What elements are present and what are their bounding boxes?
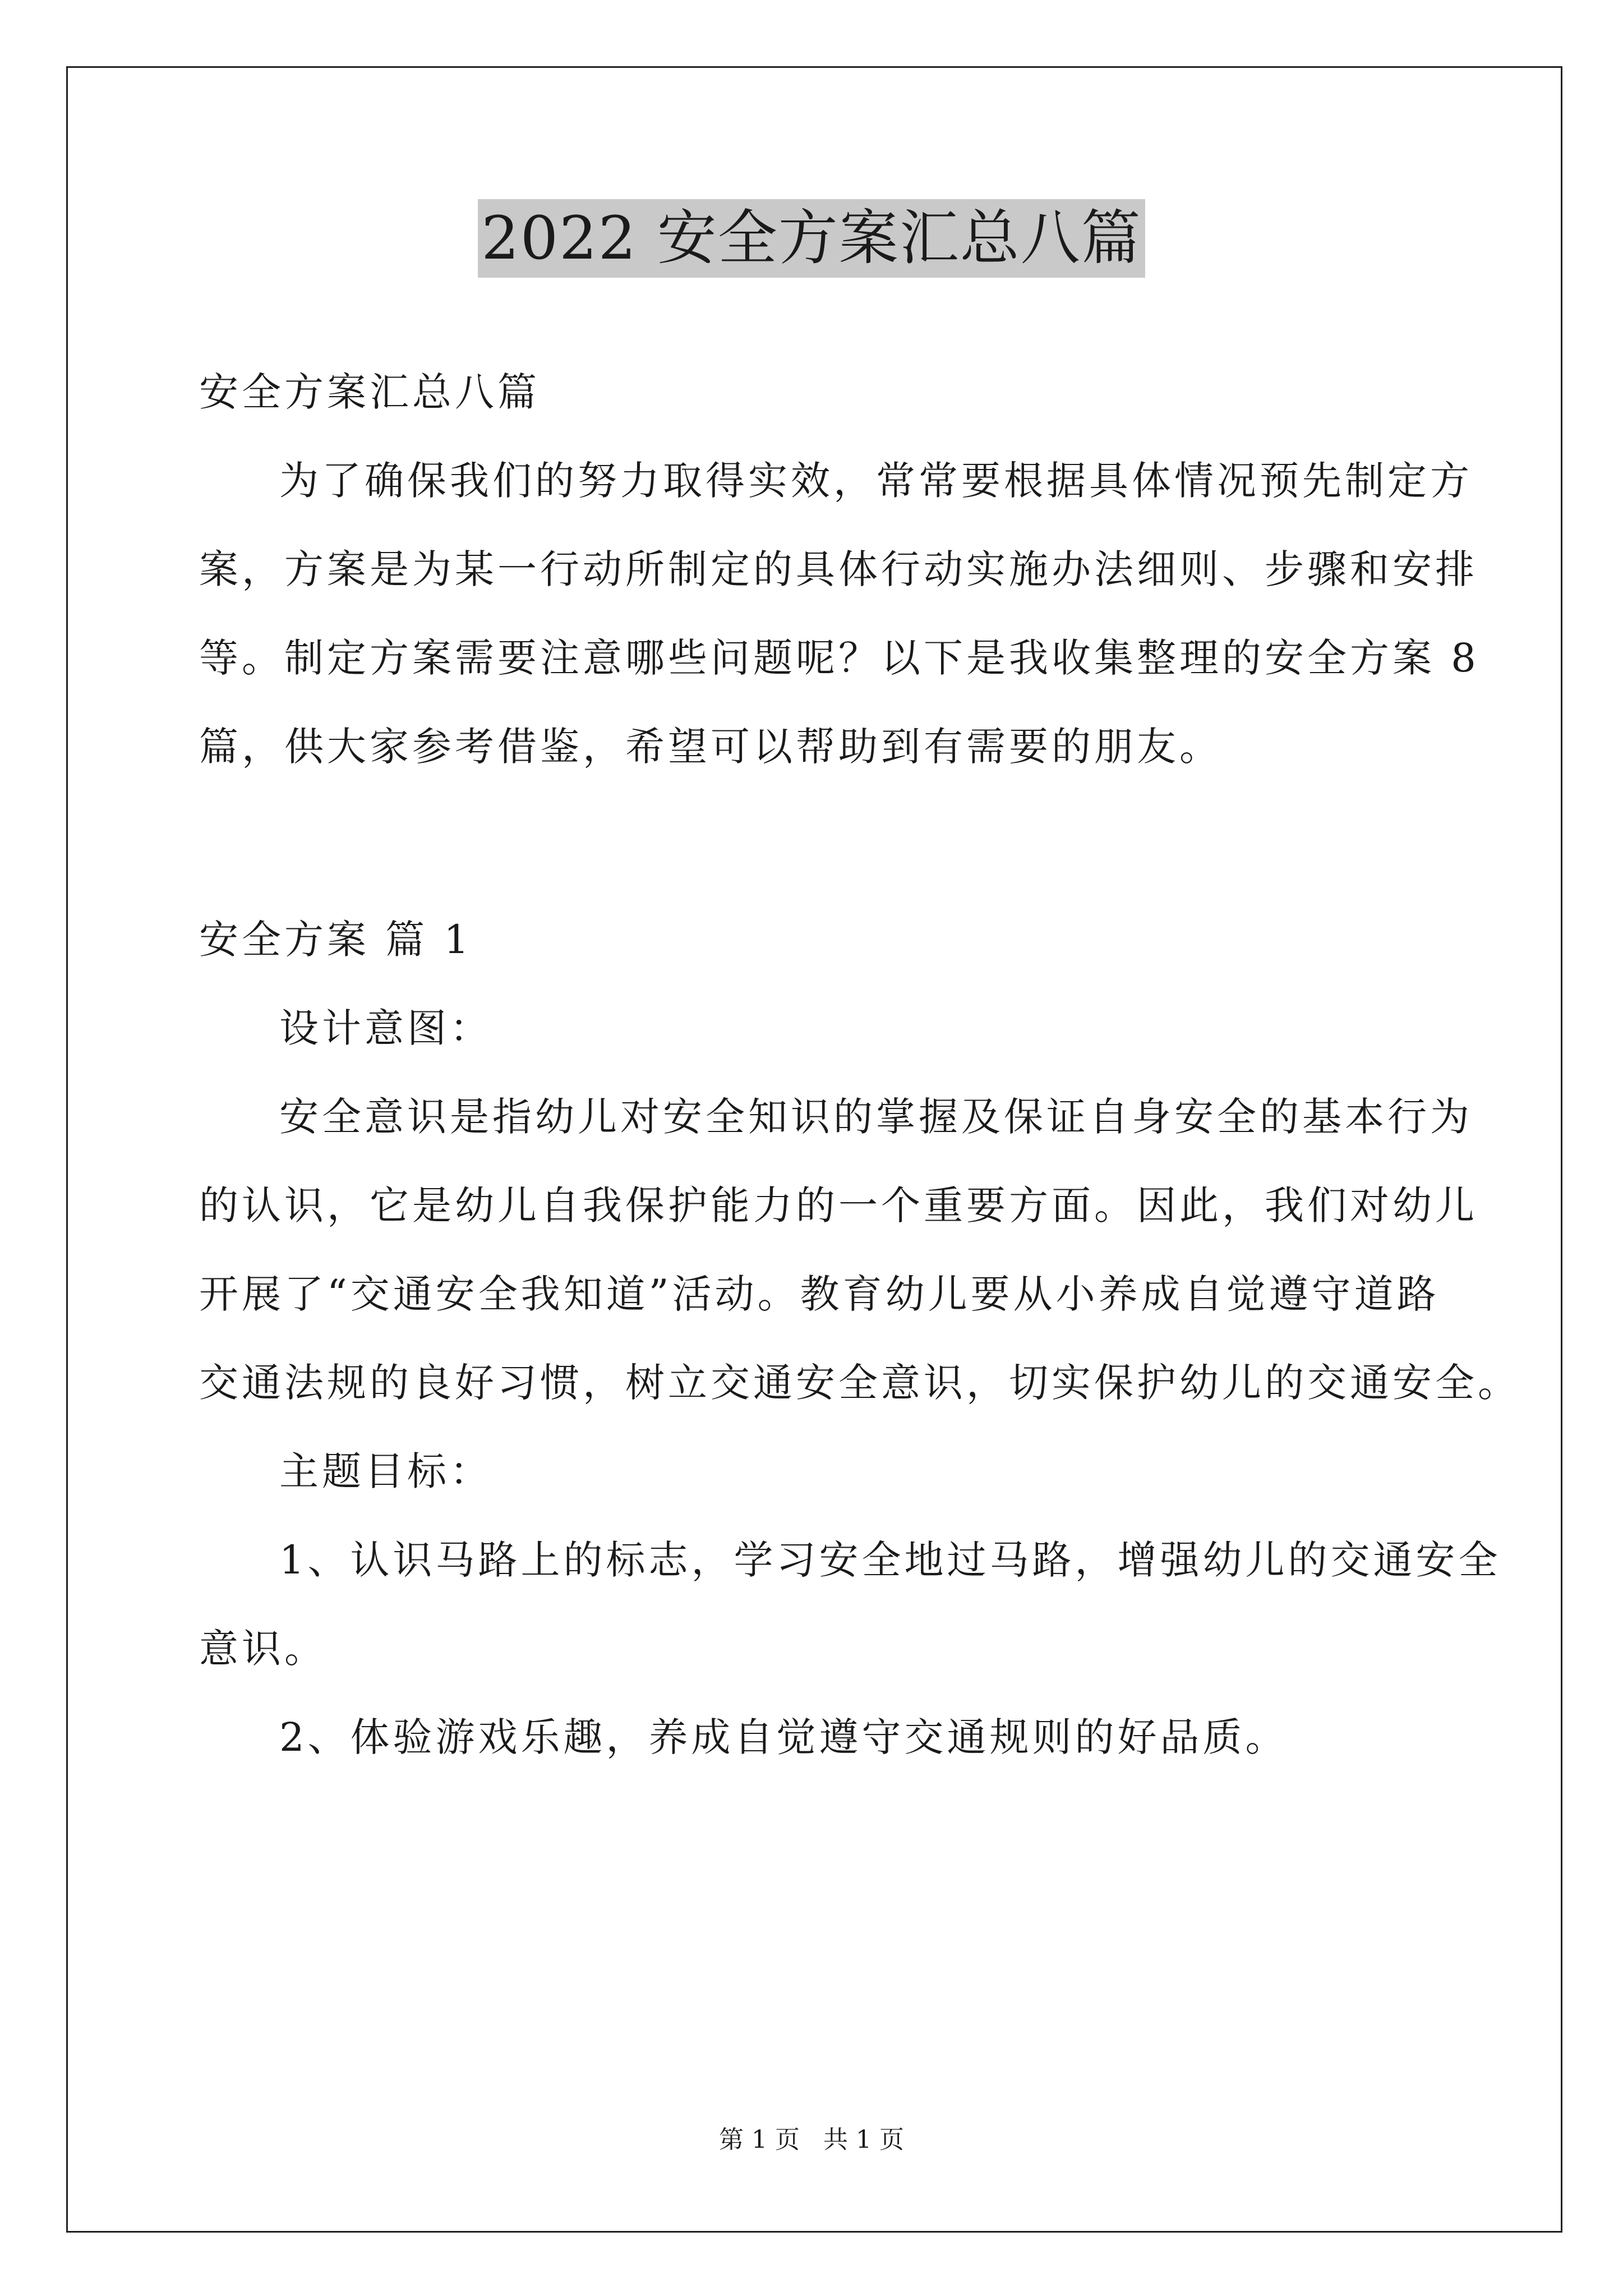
design-intent-line-2: 的认识，它是幼儿自我保护能力的一个重要方面。因此，我们对幼儿	[199, 1182, 1478, 1228]
design-intent-line-4: 交通法规的良好习惯，树立交通安全意识，切实保护幼儿的交通安全。	[199, 1360, 1520, 1406]
intro-line-4: 篇，供大家参考借鉴，希望可以帮助到有需要的朋友。	[199, 724, 1222, 770]
intro-line-3: 等。制定方案需要注意哪些问题呢？以下是我收集整理的安全方案 8	[199, 635, 1479, 681]
subtitle: 安全方案汇总八篇	[199, 369, 540, 415]
page-footer	[0, 2123, 1623, 2157]
page-total: 共 1 页	[823, 2125, 904, 2154]
goals-label: 主题目标：	[279, 1448, 492, 1494]
section-heading: 安全方案 篇 1	[199, 917, 473, 963]
intro-line-2: 案，方案是为某一行动所制定的具体行动实施办法细则、步骤和安排	[199, 546, 1478, 592]
title-container	[0, 199, 1623, 278]
page-number: 第 1 页	[719, 2125, 800, 2154]
design-intent-line-3: 开展了“交通安全我知道”活动。教育幼儿要从小养成自觉遵守道路	[199, 1271, 1440, 1317]
document-body	[199, 348, 1520, 1782]
document-title: 2022 安全方案汇总八篇	[478, 199, 1145, 278]
goal-2: 2、体验游戏乐趣，养成自觉遵守交通规则的好品质。	[279, 1714, 1288, 1760]
design-intent-line-1: 安全意识是指幼儿对安全知识的掌握及保证自身安全的基本行为	[279, 1094, 1473, 1140]
intro-line-1: 为了确保我们的努力取得实效，常常要根据具体情况预先制定方	[279, 458, 1473, 504]
goal-1-line-1: 1、认识马路上的标志，学习安全地过马路，增强幼儿的交通安全	[279, 1537, 1501, 1583]
goal-1-line-2: 意识。	[199, 1626, 327, 1672]
design-intent-label: 设计意图：	[279, 1005, 492, 1051]
